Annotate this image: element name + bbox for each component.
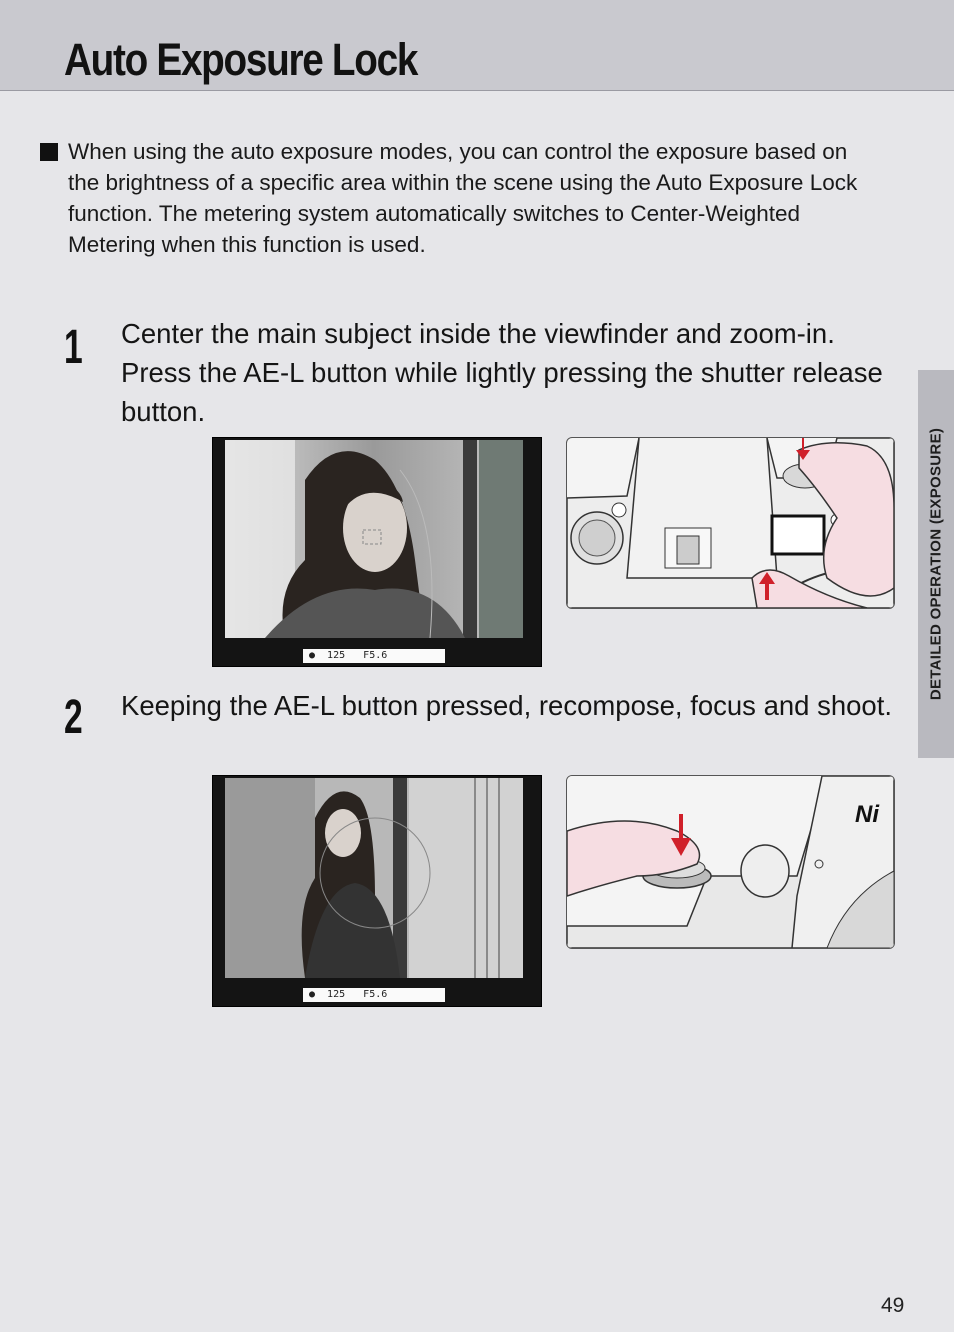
camera-shutter-release-illustration	[566, 775, 895, 949]
step-1-number: 1	[64, 321, 83, 374]
viewfinder-readout-1: ● 125 F5.6	[303, 649, 445, 663]
viewfinder-readout-2: ● 125 F5.6	[303, 988, 445, 1002]
viewfinder-photo-1	[212, 437, 542, 667]
side-tab-label: DETAILED OPERATION (EXPOSURE)	[927, 427, 945, 701]
step-2-number: 2	[64, 691, 83, 744]
intro-text: When using the auto exposure modes, you can control the exposure based on the brightness of a specific area within the scene using the Auto Exposure Lock function. The metering system automatically switches to Center-Weighted Metering when this function is used.	[68, 139, 858, 257]
viewfinder-photo-2	[212, 775, 542, 1007]
page-title: Auto Exposure Lock	[64, 34, 418, 85]
header-band	[0, 0, 954, 91]
portrait-image-2	[225, 778, 523, 978]
portrait-image-1	[225, 440, 523, 638]
camera-top-ael-illustration	[566, 437, 895, 609]
step-1-text: Center the main subject inside the viewfinder and zoom-in. Press the AE-L button while lightly pressing the shutter release button.	[121, 318, 883, 427]
step-2-text: Keeping the AE-L button pressed, recompose, focus and shoot.	[121, 690, 893, 721]
camera-logo-text: Ni	[855, 801, 879, 828]
square-bullet-icon	[40, 143, 58, 161]
intro-paragraph	[40, 136, 880, 260]
section-side-tab	[918, 370, 954, 758]
page-number: 49	[881, 1294, 905, 1317]
